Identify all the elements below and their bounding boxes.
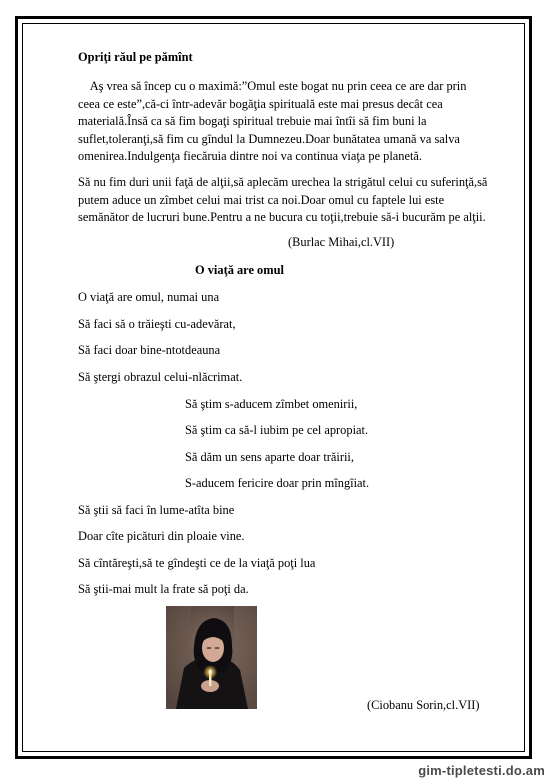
paragraph-line: suflet,toleranţi,să fim cu gîndul la Dumnezeu.Doar bunătatea umană va salva [78, 131, 460, 146]
article-paragraph-2 [78, 174, 487, 227]
paragraph-line: omenirea.Indulgenţa fiecăruia dintre noi va continua viaţa pe planetă. [78, 149, 423, 163]
poem-line: O viaţă are omul, numai una [78, 290, 220, 304]
poem-line: Doar cîte picături din ploaie vine. [78, 529, 245, 543]
site-watermark: gim-tipletesti.do.am [418, 763, 545, 778]
article-title: Opriţi răul pe pămînt [78, 50, 193, 64]
article-author: (Burlac Mihai,cl.VII) [288, 235, 395, 249]
poem-line: Să ştergi obrazul celui-nlăcrimat. [78, 370, 243, 384]
poem-author: (Ciobanu Sorin,cl.VII) [367, 698, 480, 712]
poem-line: Să ştii-mai mult la frate să poţi da. [78, 582, 249, 596]
paragraph-line: Să nu fim duri unii faţă de alţii,să aplecăm urechea la strigătul celui cu suferinţă,să [78, 175, 488, 189]
paragraph-line: ceea ce este”,că-ci într-adevăr bogăţia spirituală este mai presus decât cea [78, 96, 443, 111]
poem-line: Să dăm un sens aparte doar trăirii, [185, 450, 354, 464]
article-paragraph-1 [78, 78, 466, 166]
poem-line: Să faci să o trăieşti cu-adevărat, [78, 317, 236, 331]
praying-woman-photo [166, 606, 257, 709]
paragraph-line: Aş vrea să încep cu o maximă:”Omul este bogat nu prin ceea ce are dar prin [78, 79, 467, 93]
paragraph-line: semănător de lucruri bune.Pentru a ne bucura cu toţii,trebuie să-i bucurăm pe alţii. [78, 210, 486, 224]
poem-line: Să ştim s-aducem zîmbet omenirii, [185, 397, 358, 411]
poem-line: Să ştim ca să-l iubim pe cel apropiat. [185, 423, 369, 437]
poem-line: Să ştii să faci în lume-atîta bine [78, 503, 235, 517]
poem-line: Să faci doar bine-ntotdeauna [78, 343, 221, 357]
poem-line: S-aducem fericire doar prin mîngîiat. [185, 476, 370, 490]
paragraph-line: materială.Însă ca să fim bogaţi spiritual trebuie mai întîi să fim buni la [78, 114, 427, 128]
paragraph-line: putem aduce un zîmbet celui mai trist ca noi.Doar omul cu faptele lui este [78, 192, 445, 207]
poem-line: Să cîntăreşti,să te gîndeşti ce de la viaţă poţi lua [78, 556, 316, 570]
poem-title: O viaţă are omul [195, 263, 284, 277]
